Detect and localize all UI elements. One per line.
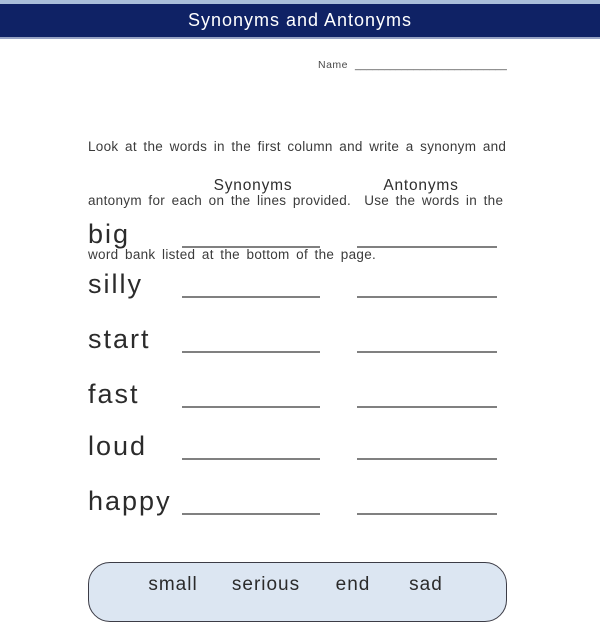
antonym-blank-line xyxy=(357,246,497,248)
word-row-fast xyxy=(0,368,600,408)
source-word: happy xyxy=(88,486,172,516)
name-blank-line: __________________________ xyxy=(355,59,507,71)
synonyms-column-header: Synonyms xyxy=(213,177,293,194)
header-underline xyxy=(0,37,600,39)
name-label: Name xyxy=(318,59,349,71)
bank-word-small: small xyxy=(148,574,198,595)
synonym-blank-line xyxy=(182,458,320,460)
word-row-big xyxy=(0,208,600,248)
word-row-loud xyxy=(0,420,600,460)
word-row-silly xyxy=(0,258,600,298)
antonym-blank-line xyxy=(357,406,497,408)
source-word: start xyxy=(88,324,151,354)
instructions-line: antonym for each on the lines provided. Use the words in the xyxy=(88,193,504,208)
source-word: silly xyxy=(88,269,143,299)
synonym-blank-line xyxy=(182,296,320,298)
synonym-blank-line xyxy=(182,351,320,353)
bank-word-sad: sad xyxy=(409,574,443,595)
worksheet-title: Synonyms and Antonyms xyxy=(187,10,413,30)
source-word: loud xyxy=(88,431,148,461)
synonym-blank-line xyxy=(182,246,320,248)
antonyms-column-header: Antonyms xyxy=(383,177,459,194)
antonym-blank-line xyxy=(357,458,497,460)
instructions xyxy=(88,102,538,282)
word-row-start xyxy=(0,313,600,353)
antonym-blank-line xyxy=(357,513,497,515)
name-field xyxy=(318,59,507,71)
synonym-blank-line xyxy=(182,513,320,515)
instructions-line: Look at the words in the first column and write a synonym and xyxy=(88,139,507,154)
antonym-blank-line xyxy=(357,351,497,353)
source-word: big xyxy=(88,219,131,249)
antonym-blank-line xyxy=(357,296,497,298)
instructions-line: word bank listed at the bottom of the page. xyxy=(88,247,377,262)
title-bar xyxy=(0,4,600,37)
bank-word-serious: serious xyxy=(231,574,301,595)
bank-word-end: end xyxy=(335,574,371,595)
word-row-happy xyxy=(0,475,600,515)
synonym-blank-line xyxy=(182,406,320,408)
source-word: fast xyxy=(88,379,140,409)
